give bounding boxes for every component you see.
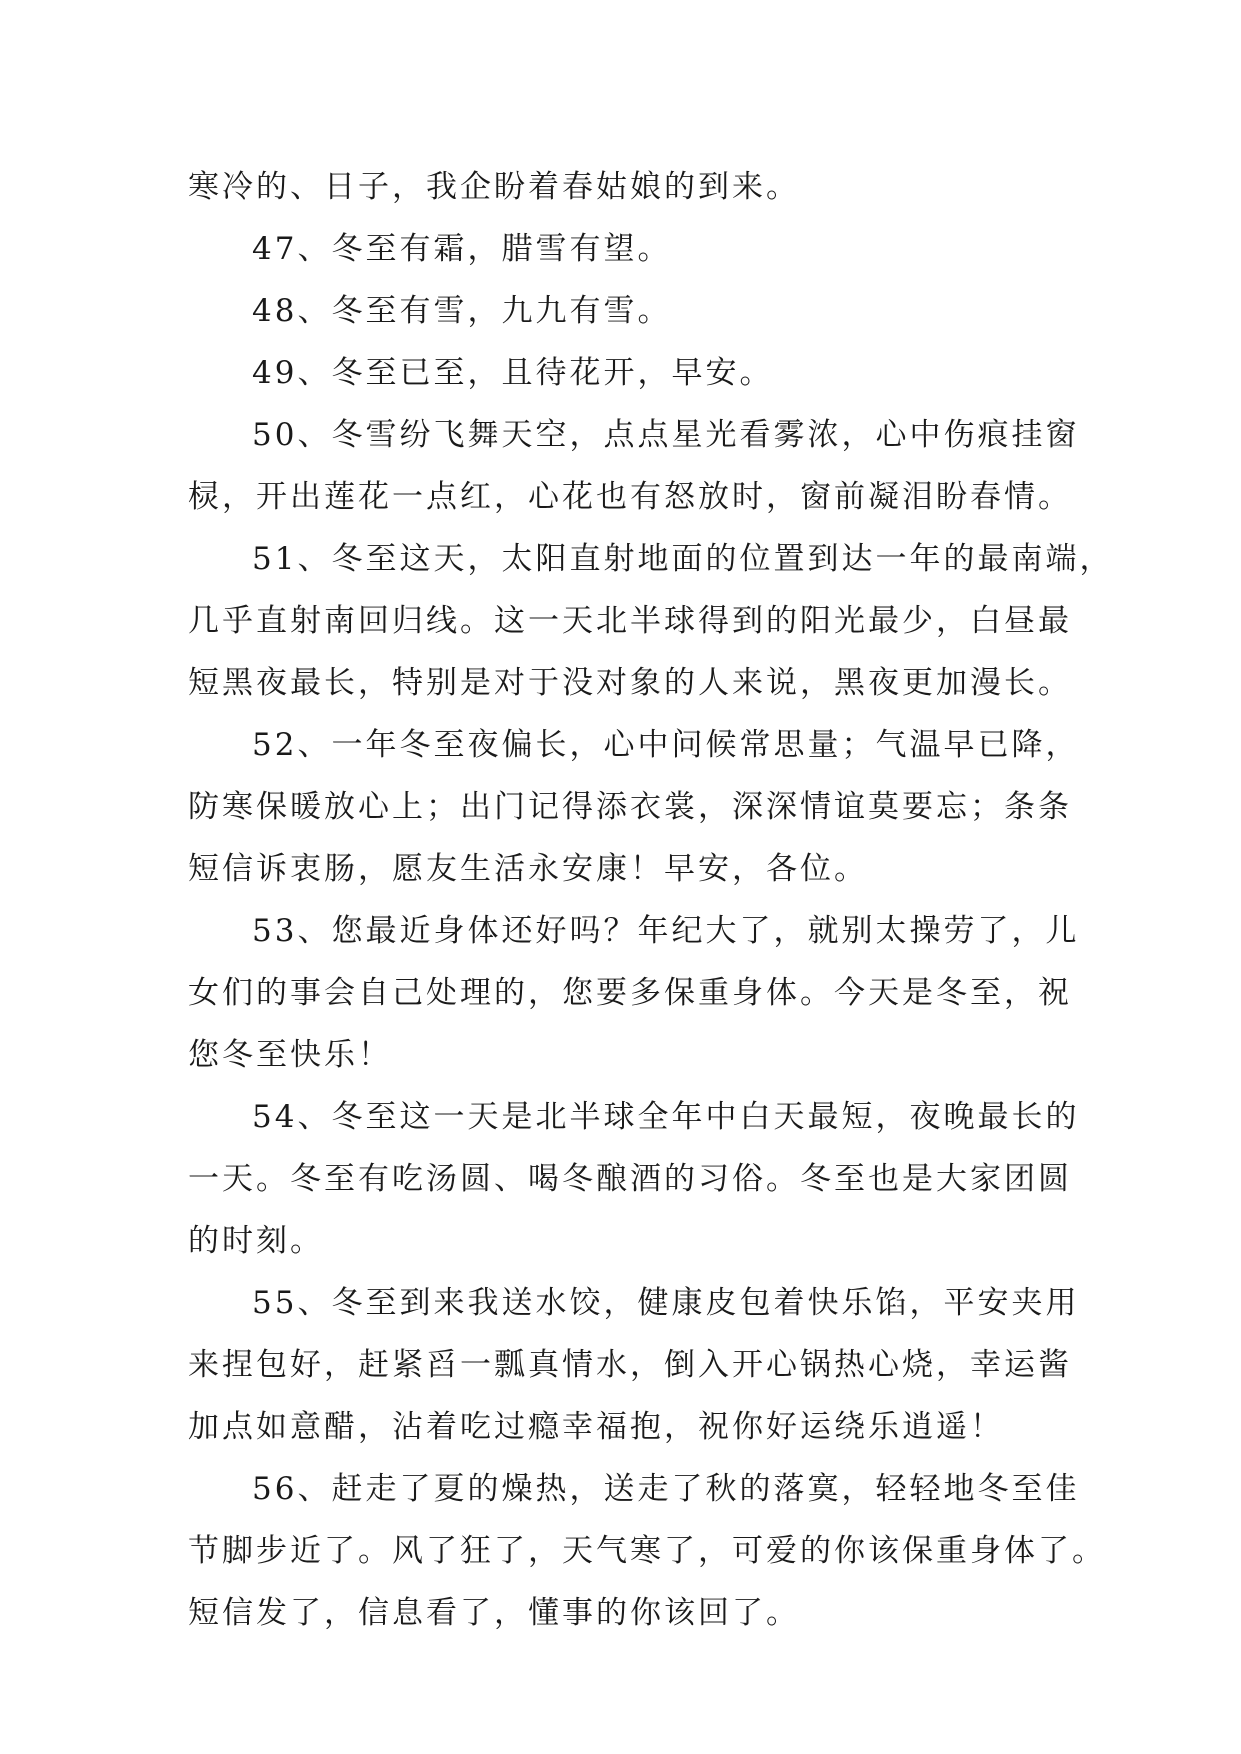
- text-line: 几乎直射南回归线。这一天北半球得到的阳光最少，白昼最: [188, 603, 1072, 639]
- text-line: 的时刻。: [188, 1223, 324, 1259]
- text-line: 女们的事会自己处理的，您要多保重身体。今天是冬至，祝: [188, 975, 1072, 1011]
- text-line: 54、冬至这一天是北半球全年中白天最短，夜晚最长的: [252, 1099, 1080, 1135]
- text-line: 短信诉衷肠，愿友生活永安康！早安，各位。: [188, 851, 868, 887]
- text-line: 56、赶走了夏的燥热，送走了秋的落寞，轻轻地冬至佳: [252, 1471, 1080, 1507]
- text-line: 53、您最近身体还好吗？年纪大了，就别太操劳了，儿: [252, 913, 1080, 949]
- text-line: 防寒保暖放心上；出门记得添衣裳，深深情谊莫要忘；条条: [188, 789, 1072, 825]
- text-line: 节脚步近了。风了狂了，天气寒了，可爱的你该保重身体了。: [188, 1533, 1106, 1569]
- text-line: 52、一年冬至夜偏长，心中问候常思量；气温早已降，: [252, 727, 1080, 763]
- text-line: 短黑夜最长，特别是对于没对象的人来说，黑夜更加漫长。: [188, 665, 1072, 701]
- text-line: 50、冬雪纷飞舞天空，点点星光看雾浓，心中伤痕挂窗: [252, 417, 1080, 453]
- text-line: 55、冬至到来我送水饺，健康皮包着快乐馅，平安夹用: [252, 1285, 1080, 1321]
- text-line: 47、冬至有霜，腊雪有望。: [252, 231, 672, 267]
- text-line: 棂，开出莲花一点红，心花也有怒放时，窗前凝泪盼春情。: [188, 479, 1072, 515]
- text-line: 您冬至快乐！: [188, 1037, 392, 1073]
- text-line: 48、冬至有雪，九九有雪。: [252, 293, 672, 329]
- text-line: 短信发了，信息看了，懂事的你该回了。: [188, 1595, 800, 1631]
- text-line: 来捏包好，赶紧舀一瓢真情水，倒入开心锅热心烧，幸运酱: [188, 1347, 1072, 1383]
- text-line: 51、冬至这天，太阳直射地面的位置到达一年的最南端，: [252, 541, 1114, 577]
- text-line: 一天。冬至有吃汤圆、喝冬酿酒的习俗。冬至也是大家团圆: [188, 1161, 1072, 1197]
- text-line: 加点如意醋，沾着吃过瘾幸福抱，祝你好运绕乐逍遥！: [188, 1409, 1004, 1445]
- text-line: 寒冷的、日子，我企盼着春姑娘的到来。: [188, 169, 800, 205]
- document-page: [188, 156, 1114, 1644]
- text-line: 49、冬至已至，且待花开，早安。: [252, 355, 774, 391]
